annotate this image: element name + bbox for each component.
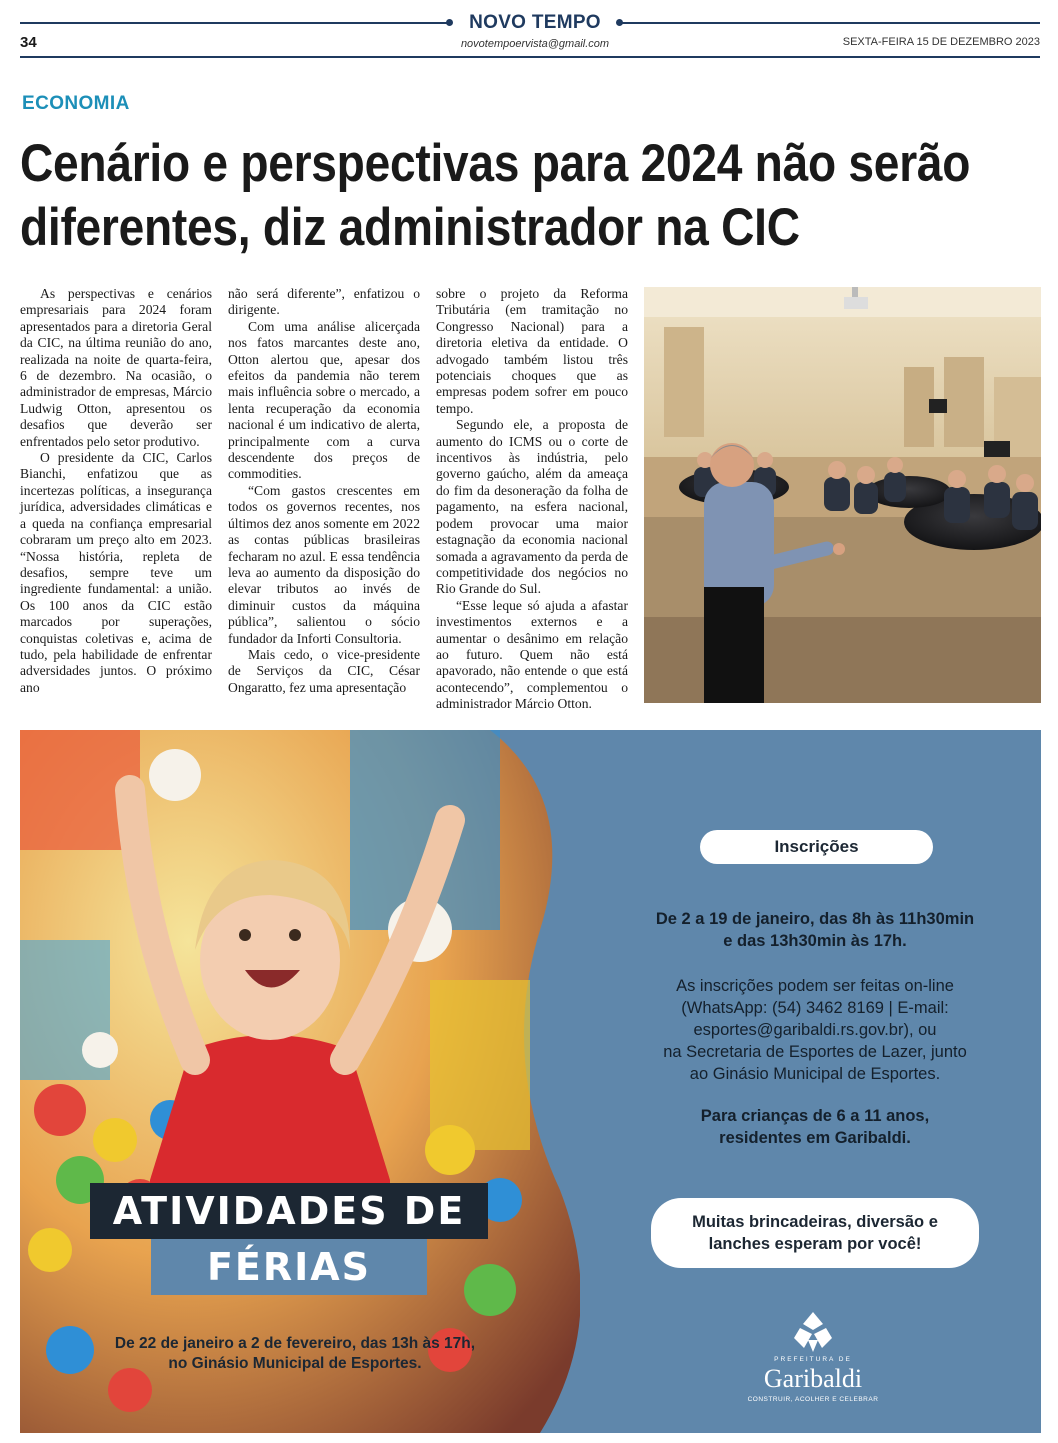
ad-schedule-line2: e das 13h30min às 17h. bbox=[723, 932, 907, 950]
ad-title-line2: FÉRIAS bbox=[206, 1245, 372, 1289]
page-header bbox=[0, 0, 1058, 70]
article-column-1 bbox=[20, 286, 212, 696]
article-column-2 bbox=[228, 286, 420, 696]
article-paragraph: “Com gastos crescentes em todos os governos recentes, nos últimos dez anos somente em 2022 as contas públicas brasileiras fecharam no azul. E essa tendência leva ao aumento da disposição do elevar tributos ao invés de diminuir custos da máquina pública”, salientou o sócio fundador da Inforti Consultoria. bbox=[228, 482, 420, 646]
article-paragraph: O presidente da CIC, Carlos Bianchi, enfatizou que as incertezas políticas, a insegurança jurídica, adversidades climáticas e a queda na confiança empresarial cobraram um preço alto em 2023. “Nossa história, repleta de desafios, sempre teve um ingrediente fundamental: a união. Os 100 anos da CIC estão marcados por superações, conquistas coletivas e, acima de tudo, pela habilidade de enfrentar adversidades juntos. O próximo ano bbox=[20, 450, 212, 695]
article-body bbox=[20, 286, 630, 712]
article-paragraph: Com uma análise alicerçada nos fatos marcantes deste ano, Otton alertou que, apesar dos efeitos da pandemia não terem mais influência sobre o mercado, a lenta recuperação da economia nacional é um indicativo de alerta, principalmente com a curva descendente dos preços de commodities. bbox=[228, 318, 420, 482]
article-paragraph: Segundo ele, a proposta de aumento do ICMS ou o corte de incentivos às indústria, pelo governo gaúcho, além da ameaça do fim da desoneração da folha de pagamento, na esfera nacional, podem provocar uma maior estagnação da economia nacional somada a agravamento da perda de competitividade dos negócios no Rio Grande do Sul. bbox=[436, 417, 628, 597]
header-rule-left bbox=[20, 22, 450, 24]
ad-info-line5: ao Ginásio Municipal de Esportes. bbox=[689, 1065, 941, 1083]
ad-dates bbox=[70, 1334, 520, 1374]
logo-name: Garibaldi bbox=[763, 1364, 863, 1393]
article-paragraph: As perspectivas e cenários empresariais para 2024 foram apresentados para a diretoria Geral da CIC, na última reunião do ano, realizada na noite de quarta-feira, 6 de dezembro. Na ocasião, o administrador de empresas, Márcio Ludwig Otton, apresentou os desafios que deverão ser enfrentados pelo setor produtivo. bbox=[20, 286, 212, 449]
article-paragraph: “Esse leque só ajuda a afastar investimentos externos e a aumentar o desânimo em relação ao futuro. Quem não está apavorado, não entende o que está acontecendo”, complementou o administrador Márcio Otton. bbox=[436, 597, 628, 712]
ad-info-line4: na Secretaria de Esportes de Lazer, junto bbox=[663, 1043, 967, 1061]
article-paragraph: não será diferente”, enfatizou o dirigente. bbox=[228, 286, 420, 318]
article-paragraph: sobre o projeto da Reforma Tributária (em tramitação no Congresso Nacional) para a diretoria eletiva da entidade. O advogado também listou três potenciais choques que as empresas podem sofrer em pouco tempo. bbox=[436, 286, 628, 416]
article-photo bbox=[644, 287, 1041, 703]
inscricoes-label: Inscrições bbox=[700, 830, 933, 864]
garibaldi-emblem-icon bbox=[738, 1308, 888, 1356]
meeting-photo-illustration bbox=[644, 287, 1041, 703]
ad-schedule-line1: De 2 a 19 de janeiro, das 8h às 11h30min bbox=[655, 910, 975, 928]
logo-prefix: PREFEITURA DE bbox=[774, 1356, 852, 1363]
ad-title-line1-box bbox=[90, 1183, 488, 1239]
article-column-3 bbox=[436, 286, 628, 713]
section-label: ECONOMIA bbox=[22, 93, 130, 114]
header-rule-right bbox=[620, 22, 1040, 24]
issue-date: SEXTA-FEIRA 15 DE DEZEMBRO 2023 bbox=[842, 36, 1040, 48]
newspaper-brand: NOVO TEMPO bbox=[469, 12, 601, 33]
logo-tagline: CONSTRUIR, ACOLHER E CELEBRAR bbox=[747, 1396, 879, 1403]
garibaldi-logo bbox=[738, 1308, 888, 1418]
ad-title-line2-box bbox=[151, 1239, 427, 1295]
ad-fun-line2: lanches esperam por você! bbox=[708, 1235, 922, 1253]
ad-fun-badge bbox=[651, 1198, 979, 1268]
ad-dates-line2: no Ginásio Municipal de Esportes. bbox=[168, 1355, 422, 1372]
ad-age-line1: Para crianças de 6 a 11 anos, bbox=[700, 1107, 930, 1125]
ad-info-line2: (WhatsApp: (54) 3462 8169 | E-mail: bbox=[681, 999, 949, 1017]
ad-info-line3: esportes@garibaldi.rs.gov.br), ou bbox=[693, 1021, 937, 1039]
ad-info bbox=[605, 975, 1025, 1085]
child-ballpit-illustration bbox=[20, 730, 580, 1433]
ad-age bbox=[605, 1105, 1025, 1149]
ad-dates-line1: De 22 de janeiro a 2 de fevereiro, das 13h às 17h, bbox=[114, 1335, 476, 1352]
ad-age-line2: residentes em Garibaldi. bbox=[719, 1129, 911, 1147]
article-paragraph: Mais cedo, o vice-presidente de Serviços da CIC, César Ongaratto, fez uma apresentação bbox=[228, 646, 420, 695]
ad-info-line1: As inscrições podem ser feitas on-line bbox=[676, 977, 954, 995]
header-rule-bottom bbox=[20, 56, 1040, 58]
article-headline: Cenário e perspectivas para 2024 não serão diferentes, diz administrador na CIC bbox=[20, 134, 971, 257]
ad-photo-area bbox=[20, 730, 580, 1433]
ad-title-line1: ATIVIDADES DE bbox=[112, 1189, 466, 1233]
ad-fun-line1: Muitas brincadeiras, diversão e bbox=[692, 1213, 938, 1231]
page-number: 34 bbox=[20, 34, 37, 51]
ad-schedule bbox=[605, 908, 1025, 952]
advertisement-ferias bbox=[20, 730, 1041, 1433]
newspaper-email: novotempoervista@gmail.com bbox=[460, 38, 610, 50]
